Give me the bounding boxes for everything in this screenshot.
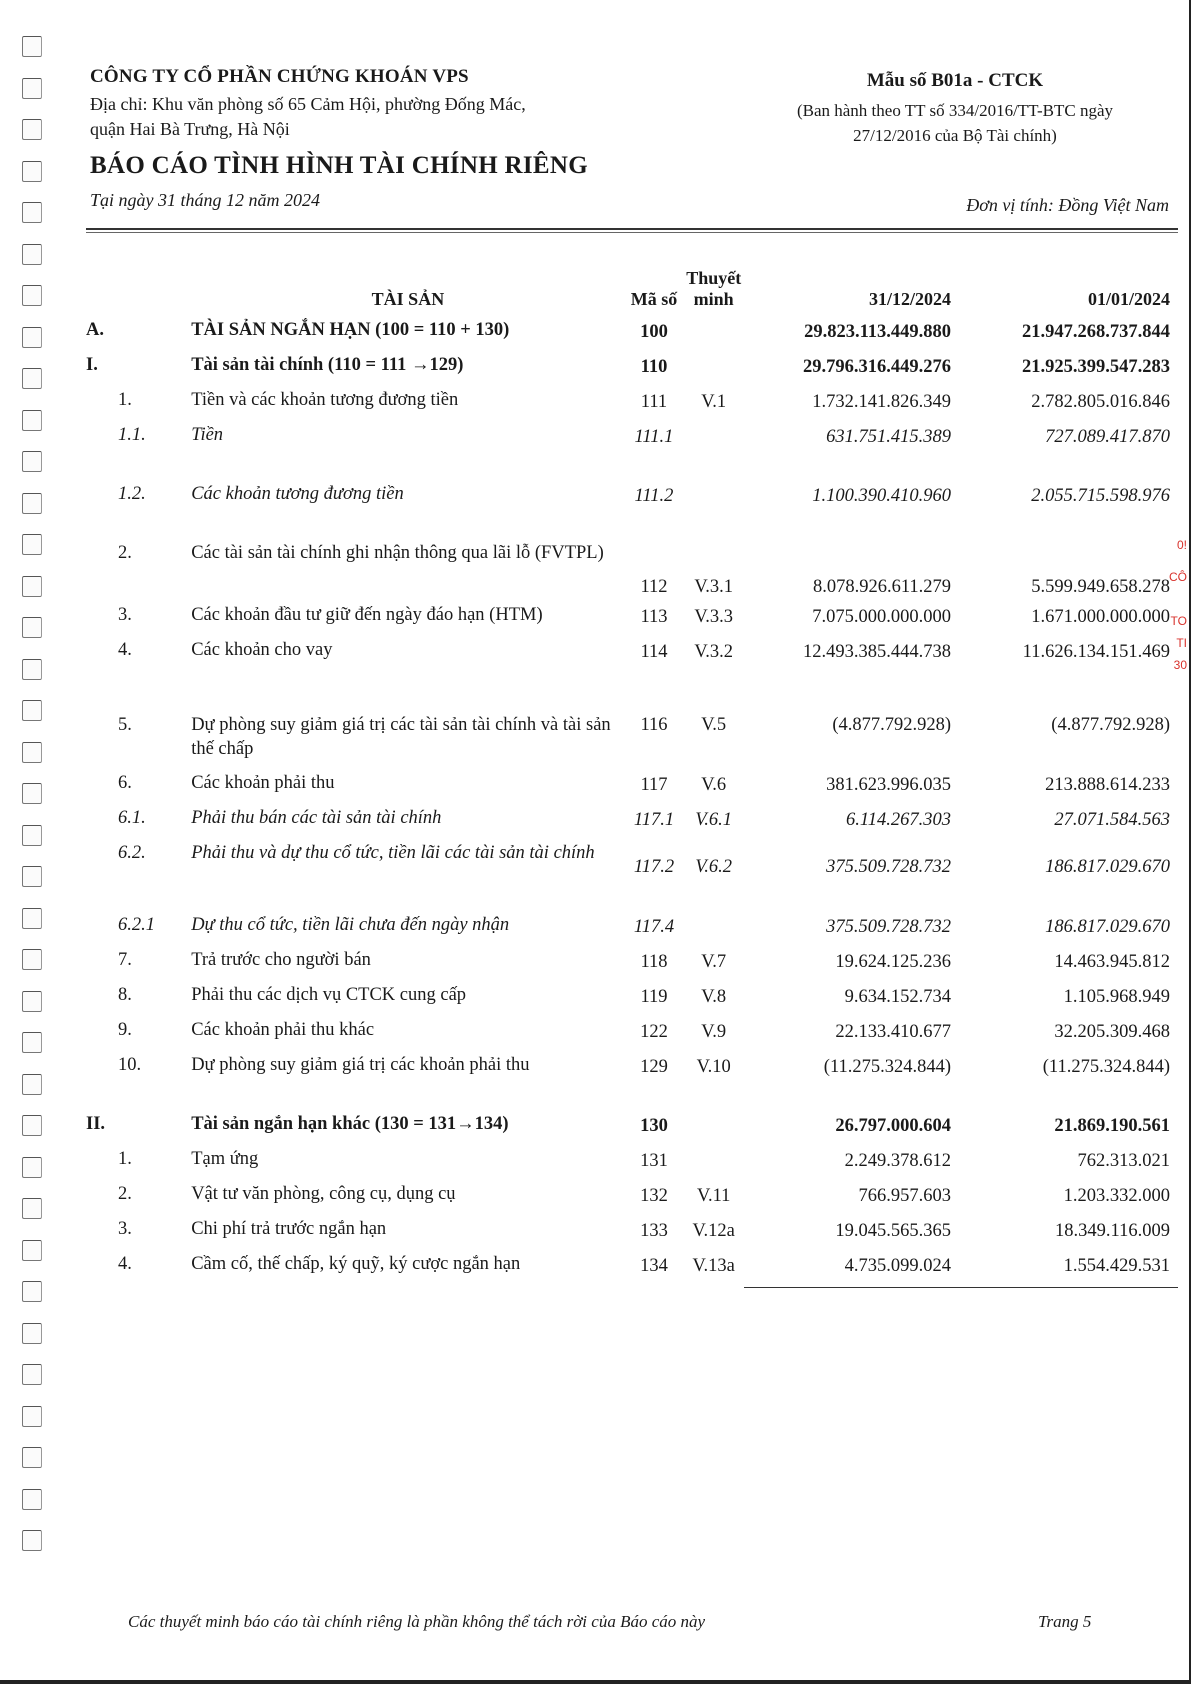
header-right	[755, 70, 1155, 148]
binder-holes	[22, 36, 48, 1572]
row-number: 10.	[118, 1055, 142, 1075]
row-note: V.9	[701, 1022, 727, 1042]
row-current-value: 381.623.996.035	[826, 775, 952, 795]
row-number: 3.	[118, 1219, 132, 1239]
table-row	[86, 423, 1178, 458]
row-number: 3.	[118, 605, 132, 625]
row-label: Dự thu cổ tức, tiền lãi chưa đến ngày nhận	[191, 915, 510, 935]
row-number: 1.1.	[118, 425, 146, 445]
row-number: 1.	[118, 390, 132, 410]
row-code: 117.1	[633, 810, 675, 830]
table-row	[86, 638, 1178, 673]
row-label: Tài sản ngắn hạn khác (130 = 131→134)	[191, 1114, 509, 1134]
row-note: V.6	[701, 775, 727, 795]
table-row	[86, 913, 1178, 948]
table-row	[86, 1147, 1178, 1182]
row-note: V.6.1	[695, 810, 733, 830]
table-row	[86, 1252, 1178, 1288]
row-note: V.3.2	[694, 642, 734, 662]
row-prior-value: (11.275.324.844)	[1042, 1057, 1170, 1077]
row-current-value: 9.634.152.734	[844, 987, 952, 1007]
row-note: V.7	[701, 952, 727, 972]
row-prior-value: 5.599.949.658.278	[1031, 577, 1170, 597]
row-label: Các khoản tương đương tiền	[191, 484, 404, 504]
row-number: 4.	[118, 1254, 132, 1274]
row-note	[683, 318, 744, 353]
col-current: 31/12/2024	[869, 289, 952, 309]
row-prior-value: 11.626.134.151.469	[1022, 642, 1170, 662]
row-label: Tiền và các khoản tương đương tiền	[191, 390, 459, 410]
row-number: 7.	[118, 950, 132, 970]
row-current-value: 766.957.603	[858, 1186, 952, 1206]
table-row	[86, 353, 1178, 388]
row-number: A.	[86, 320, 104, 340]
row-note	[683, 482, 744, 517]
row-label: Phải thu các dịch vụ CTCK cung cấp	[191, 985, 467, 1005]
row-note: V.3.3	[694, 607, 734, 627]
row-note: V.13a	[692, 1256, 735, 1276]
row-label: Tiền	[191, 425, 224, 445]
address-line-1: Địa chỉ: Khu văn phòng số 65 Cảm Hội, phường Đống Mác,	[90, 94, 526, 114]
row-label: Dự phòng suy giảm giá trị các tài sản tài chính và tài sản thế chấp	[191, 715, 611, 759]
row-prior-value: 186.817.029.670	[1045, 857, 1170, 877]
row-label: Các tài sản tài chính ghi nhận thông qua lãi lỗ (FVTPL)	[191, 543, 604, 563]
row-number: 2.	[118, 543, 132, 563]
row-code: 111	[640, 392, 668, 412]
row-current-value: 1.100.390.410.960	[812, 486, 952, 506]
row-note	[683, 353, 744, 388]
row-current-value: 19.624.125.236	[835, 952, 952, 972]
row-code: 111.1	[634, 427, 674, 447]
row-current-value: 8.078.926.611.279	[812, 577, 952, 597]
row-code: 117	[640, 775, 668, 795]
row-current-value: 26.797.000.604	[835, 1116, 952, 1136]
row-number: 5.	[118, 715, 132, 735]
row-code: 116	[640, 715, 668, 735]
row-label: TÀI SẢN NGẮN HẠN (100 = 110 + 130)	[191, 320, 510, 340]
row-code: 118	[640, 952, 668, 972]
stamp-fragment: TO	[1170, 614, 1187, 628]
col-assets: TÀI SẢN	[371, 289, 445, 309]
row-current-value: 19.045.565.365	[835, 1221, 952, 1241]
row-note: V.11	[696, 1186, 731, 1206]
row-current-value: 6.114.267.303	[846, 810, 952, 830]
row-prior-value: 14.463.945.812	[1054, 952, 1170, 972]
row-label: Tạm ứng	[191, 1149, 259, 1169]
row-note	[683, 913, 744, 948]
issued-line-2: 27/12/2016 của Bộ Tài chính)	[853, 126, 1057, 145]
row-label: Chi phí trả trước ngắn hạn	[191, 1219, 387, 1239]
table-row	[86, 1112, 1178, 1147]
row-label: Tài sản tài chính (110 = 111 →129)	[191, 355, 464, 375]
row-prior-value: 2.055.715.598.976	[1031, 486, 1170, 506]
row-code: 129	[640, 1057, 668, 1077]
row-current-value: 375.509.728.732	[826, 917, 952, 937]
row-number: 8.	[118, 985, 132, 1005]
row-code: 131	[640, 1151, 668, 1171]
row-code: 110	[640, 357, 668, 377]
row-number: 1.	[118, 1149, 132, 1169]
row-prior-value: 21.947.268.737.844	[1022, 322, 1170, 342]
row-note: V.5	[701, 715, 727, 735]
row-label: Phải thu bán các tài sản tài chính	[191, 808, 442, 828]
form-number: Mẫu số B01a - CTCK	[866, 70, 1044, 91]
row-current-value: 375.509.728.732	[826, 857, 952, 877]
row-label: Phải thu và dự thu cổ tức, tiền lãi các tài sản tài chính	[191, 843, 595, 863]
header-left	[90, 66, 690, 211]
row-current-value: 4.735.099.024	[744, 1252, 963, 1288]
row-note	[683, 1112, 744, 1147]
row-prior-value: 21.925.399.547.283	[1022, 357, 1170, 377]
stamp-fragment: CÔ	[1169, 570, 1187, 584]
row-note: V.1	[701, 392, 727, 412]
row-label: Các khoản phải thu khác	[191, 1020, 375, 1040]
row-number: 6.2.1	[118, 915, 155, 935]
row-note: V.12a	[692, 1221, 735, 1241]
row-code: 100	[640, 322, 668, 342]
table-header-row	[86, 268, 1178, 318]
row-code: 130	[640, 1116, 668, 1136]
row-note	[683, 423, 744, 458]
col-note: Thuyết minh	[686, 268, 742, 309]
row-note: V.8	[701, 987, 727, 1007]
row-prior-value: 1.554.429.531	[963, 1252, 1178, 1288]
row-note: V.3.1	[694, 577, 734, 597]
row-current-value: 29.796.316.449.276	[803, 357, 952, 377]
row-current-value: 2.249.378.612	[844, 1151, 952, 1171]
row-label: Vật tư văn phòng, công cụ, dụng cụ	[191, 1184, 456, 1204]
row-code: 134	[640, 1256, 668, 1276]
table-row	[86, 1018, 1178, 1053]
row-prior-value: 186.817.029.670	[1045, 917, 1170, 937]
row-code: 133	[640, 1221, 668, 1241]
row-code: 117.2	[633, 857, 675, 877]
balance-sheet-table	[86, 268, 1178, 1288]
row-prior-value: 2.782.805.016.846	[1031, 392, 1170, 412]
table-row	[86, 388, 1178, 423]
row-prior-value: (4.877.792.928)	[1051, 715, 1170, 735]
row-note	[683, 1147, 744, 1182]
row-label: Dự phòng suy giảm giá trị các khoản phải thu	[191, 1055, 530, 1075]
row-note: V.10	[696, 1057, 731, 1077]
row-label: Trả trước cho người bán	[191, 950, 371, 970]
row-current-value: 12.493.385.444.738	[803, 642, 952, 662]
row-number: 6.2.	[118, 843, 146, 863]
table-row	[86, 541, 1178, 603]
row-label: Các khoản cho vay	[191, 640, 333, 660]
issued-line-1: (Ban hành theo TT số 334/2016/TT-BTC ngày	[796, 101, 1114, 120]
row-code: 119	[640, 987, 668, 1007]
header-rule	[86, 228, 1178, 230]
row-code: 122	[640, 1022, 668, 1042]
col-code: Mã số	[630, 289, 678, 309]
table-row	[86, 1053, 1178, 1088]
row-label: Các khoản phải thu	[191, 773, 335, 793]
row-prior-value: 18.349.116.009	[1055, 1221, 1170, 1241]
row-code: 111.2	[634, 486, 674, 506]
row-number: II.	[86, 1114, 106, 1134]
row-prior-value: 213.888.614.233	[1045, 775, 1170, 795]
row-prior-value: 21.869.190.561	[1054, 1116, 1170, 1136]
page-number: Trang 5	[1038, 1612, 1092, 1631]
table-row	[86, 318, 1178, 353]
row-number: 2.	[118, 1184, 132, 1204]
row-current-value: 22.133.410.677	[835, 1022, 952, 1042]
page-edge-bottom	[0, 1680, 1191, 1684]
row-current-value: 29.823.113.449.880	[804, 322, 952, 342]
row-number: 1.2.	[118, 484, 146, 504]
row-prior-value: 32.205.309.468	[1054, 1022, 1170, 1042]
row-code: 113	[640, 607, 668, 627]
row-prior-value: 762.313.021	[1077, 1151, 1170, 1171]
row-number: 9.	[118, 1020, 132, 1040]
currency-unit: Đơn vị tính: Đồng Việt Nam	[966, 195, 1169, 215]
row-prior-value: 27.071.584.563	[1054, 810, 1170, 830]
table-row	[86, 806, 1178, 841]
row-current-value: 1.732.141.826.349	[812, 392, 952, 412]
row-code: 112	[640, 577, 668, 597]
issued-by	[755, 98, 1155, 148]
row-current-value: 631.751.415.389	[826, 427, 952, 447]
stamp-fragment: 30	[1173, 658, 1187, 672]
company-address	[90, 92, 690, 142]
table-row	[86, 983, 1178, 1018]
row-number: 6.1.	[118, 808, 146, 828]
report-title: BÁO CÁO TÌNH HÌNH TÀI CHÍNH RIÊNG	[90, 152, 588, 179]
row-number: 6.	[118, 773, 132, 793]
row-current-value: (4.877.792.928)	[832, 715, 952, 735]
stamp-fragment: TI	[1176, 636, 1187, 650]
header-rule-thin	[86, 232, 1178, 233]
row-prior-value: 1.203.332.000	[1063, 1186, 1170, 1206]
row-label: Các khoản đầu tư giữ đến ngày đáo hạn (HTM)	[191, 605, 543, 625]
table-row	[86, 1182, 1178, 1217]
row-code: 117.4	[633, 917, 675, 937]
stamp-fragment: 0!	[1176, 538, 1187, 552]
row-current-value: 7.075.000.000.000	[812, 607, 952, 627]
address-line-2: quận Hai Bà Trưng, Hà Nội	[90, 119, 290, 139]
row-prior-value: 1.105.968.949	[1063, 987, 1170, 1007]
col-prior: 01/01/2024	[1087, 289, 1170, 309]
row-prior-value: 727.089.417.870	[1045, 427, 1170, 447]
row-number: I.	[86, 355, 98, 375]
row-prior-value: 1.671.000.000.000	[1031, 607, 1170, 627]
table-row	[86, 1217, 1178, 1252]
row-number: 4.	[118, 640, 132, 660]
footer-note: Các thuyết minh báo cáo tài chính riêng là phần không thể tách rời của Báo cáo này	[128, 1612, 706, 1631]
row-current-value: (11.275.324.844)	[823, 1057, 952, 1077]
table-row	[86, 482, 1178, 517]
table-row	[86, 713, 1178, 771]
company-name: CÔNG TY CỔ PHẦN CHỨNG KHOÁN VPS	[90, 66, 469, 87]
table-row	[86, 948, 1178, 983]
table-row	[86, 771, 1178, 806]
report-date: Tại ngày 31 tháng 12 năm 2024	[90, 190, 321, 210]
row-label: Cầm cố, thế chấp, ký quỹ, ký cược ngắn hạn	[191, 1254, 521, 1274]
table-row	[86, 603, 1178, 638]
row-note: V.6.2	[695, 857, 733, 877]
row-code: 114	[640, 642, 668, 662]
table-row	[86, 841, 1178, 913]
row-code: 132	[640, 1186, 668, 1206]
